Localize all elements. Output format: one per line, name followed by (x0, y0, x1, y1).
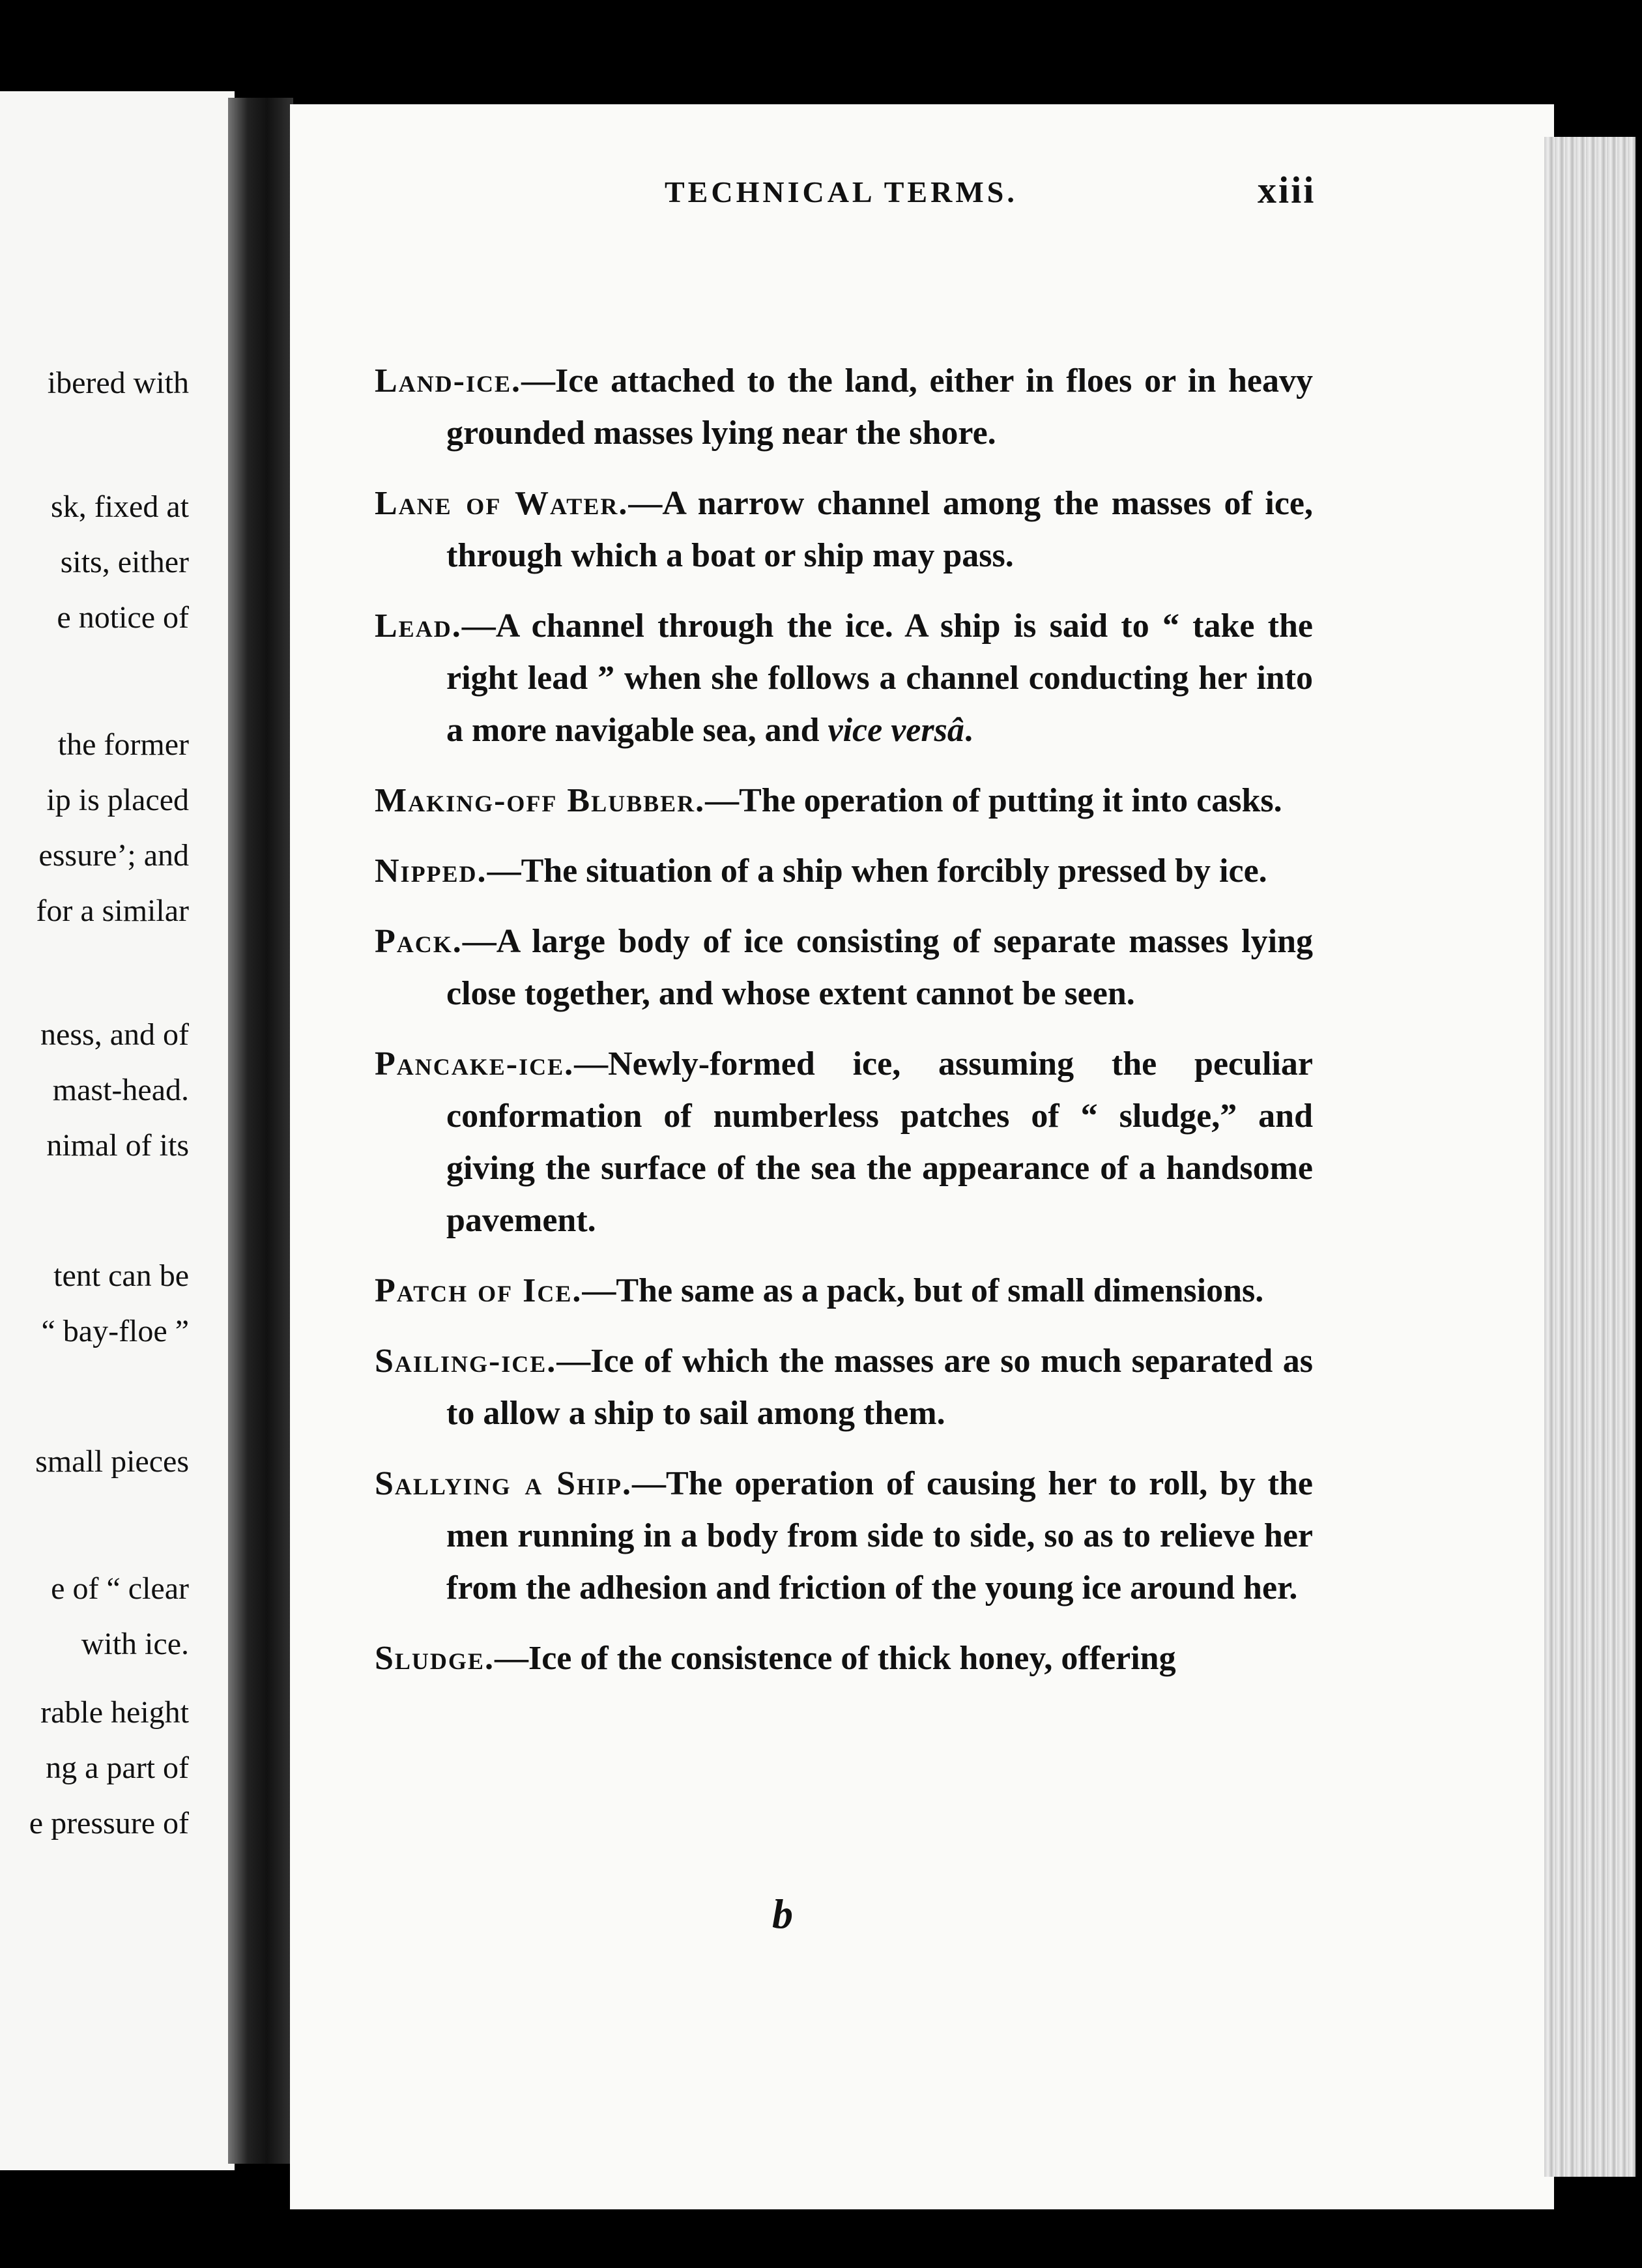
glossary-entry (375, 355, 1313, 459)
left-page-fragment: rable height (40, 1695, 189, 1730)
signature-mark: b (772, 1891, 793, 1937)
entry-term: Patch of Ice. (375, 1272, 583, 1309)
glossary-entry (375, 845, 1313, 897)
entry-term: Lead. (375, 607, 462, 645)
left-page-fragment: “ bay-floe ” (41, 1314, 189, 1348)
left-page-fragment: the former (57, 727, 189, 762)
entry-definition (446, 607, 1313, 749)
entry-definition: —The operation of putting it into casks. (705, 782, 1282, 819)
left-page-fragment: e notice of (57, 600, 189, 635)
left-page-fragment: with ice. (81, 1627, 189, 1661)
left-page-fragment: nimal of its (46, 1128, 189, 1163)
left-page-fragment: tent can be (53, 1258, 189, 1293)
glossary-entry (375, 1335, 1313, 1440)
entry-definition-italic: vice versâ (828, 712, 964, 749)
entry-definition: —The same as a pack, but of small dimensions. (582, 1272, 1264, 1309)
glossary-entry (375, 478, 1313, 582)
glossary-entry (375, 1458, 1313, 1614)
glossary-entry (375, 600, 1313, 757)
glossary-entry (375, 1265, 1313, 1317)
left-page-fragment: for a similar (36, 894, 189, 928)
entry-definition: —A large body of ice consisting of separate masses lying close together, and whose extent cannot be seen. (446, 923, 1313, 1012)
left-page-fragment: ness, and of (40, 1017, 189, 1052)
entry-definition: —Ice of which the masses are so much separated as to allow a ship to sail among them. (446, 1343, 1313, 1432)
entry-term: Sludge. (375, 1640, 495, 1677)
page-number: xiii (1258, 169, 1316, 211)
glossary-entry (375, 916, 1313, 1020)
book-gutter (228, 98, 293, 2164)
glossary-entry (375, 775, 1313, 827)
left-page-fragment: essure’; and (38, 838, 189, 873)
entry-definition: —Newly-formed ice, assuming the peculiar conformation of numberless patches of “ sludge,” and giving the surface of the sea the appearance of a handsome pavement. (446, 1045, 1313, 1239)
glossary-entry (375, 1633, 1313, 1685)
entry-term: Land-ice. (375, 362, 522, 400)
entry-definition: —Ice attached to the land, either in floes or in heavy grounded masses lying near the shore. (446, 362, 1313, 452)
entry-definition: —The operation of causing her to roll, by the men running in a body from side to side, so as to relieve her from the adhesion and friction of the young ice around her. (446, 1465, 1313, 1606)
entry-term: Pack. (375, 923, 463, 960)
left-page-fragment: ibered with (47, 366, 189, 400)
entry-definition: —A narrow channel among the masses of ice, through which a boat or ship may pass. (446, 485, 1314, 574)
left-page-fragment: sk, fixed at (51, 489, 189, 524)
glossary-entries (375, 355, 1313, 1703)
left-page-fragment: mast-head. (52, 1073, 189, 1107)
glossary-entry (375, 1038, 1313, 1247)
left-page-fragment: sits, either (60, 545, 189, 579)
entry-term: Nipped. (375, 852, 487, 890)
entry-term: Sailing-ice. (375, 1343, 557, 1380)
left-page-fragment: e of “ clear (51, 1571, 189, 1606)
entry-definition: —The situation of a ship when forcibly pressed by ice. (487, 852, 1267, 890)
entry-definition-text: —A channel through the ice. A ship is said to “ take the right lead ” when she follows a channel conducting her into a more navigable sea, and (446, 607, 1313, 749)
entry-definition: —Ice of the consistence of thick honey, offering (494, 1640, 1176, 1677)
entry-term: Making-off Blubber. (375, 782, 706, 819)
facing-page-left (0, 91, 235, 2170)
running-head: TECHNICAL TERMS. (665, 175, 1018, 209)
entry-definition-end: . (964, 712, 973, 749)
entry-term: Pancake-ice. (375, 1045, 575, 1083)
left-page-fragment: small pieces (35, 1444, 189, 1479)
entry-term: Sallying a Ship. (375, 1465, 633, 1502)
left-page-fragment: e pressure of (29, 1806, 189, 1840)
left-page-fragment: ip is placed (46, 783, 189, 817)
entry-term: Lane of Water. (375, 485, 629, 522)
left-page-fragment: ng a part of (46, 1751, 189, 1785)
page-edges (1544, 137, 1635, 2177)
